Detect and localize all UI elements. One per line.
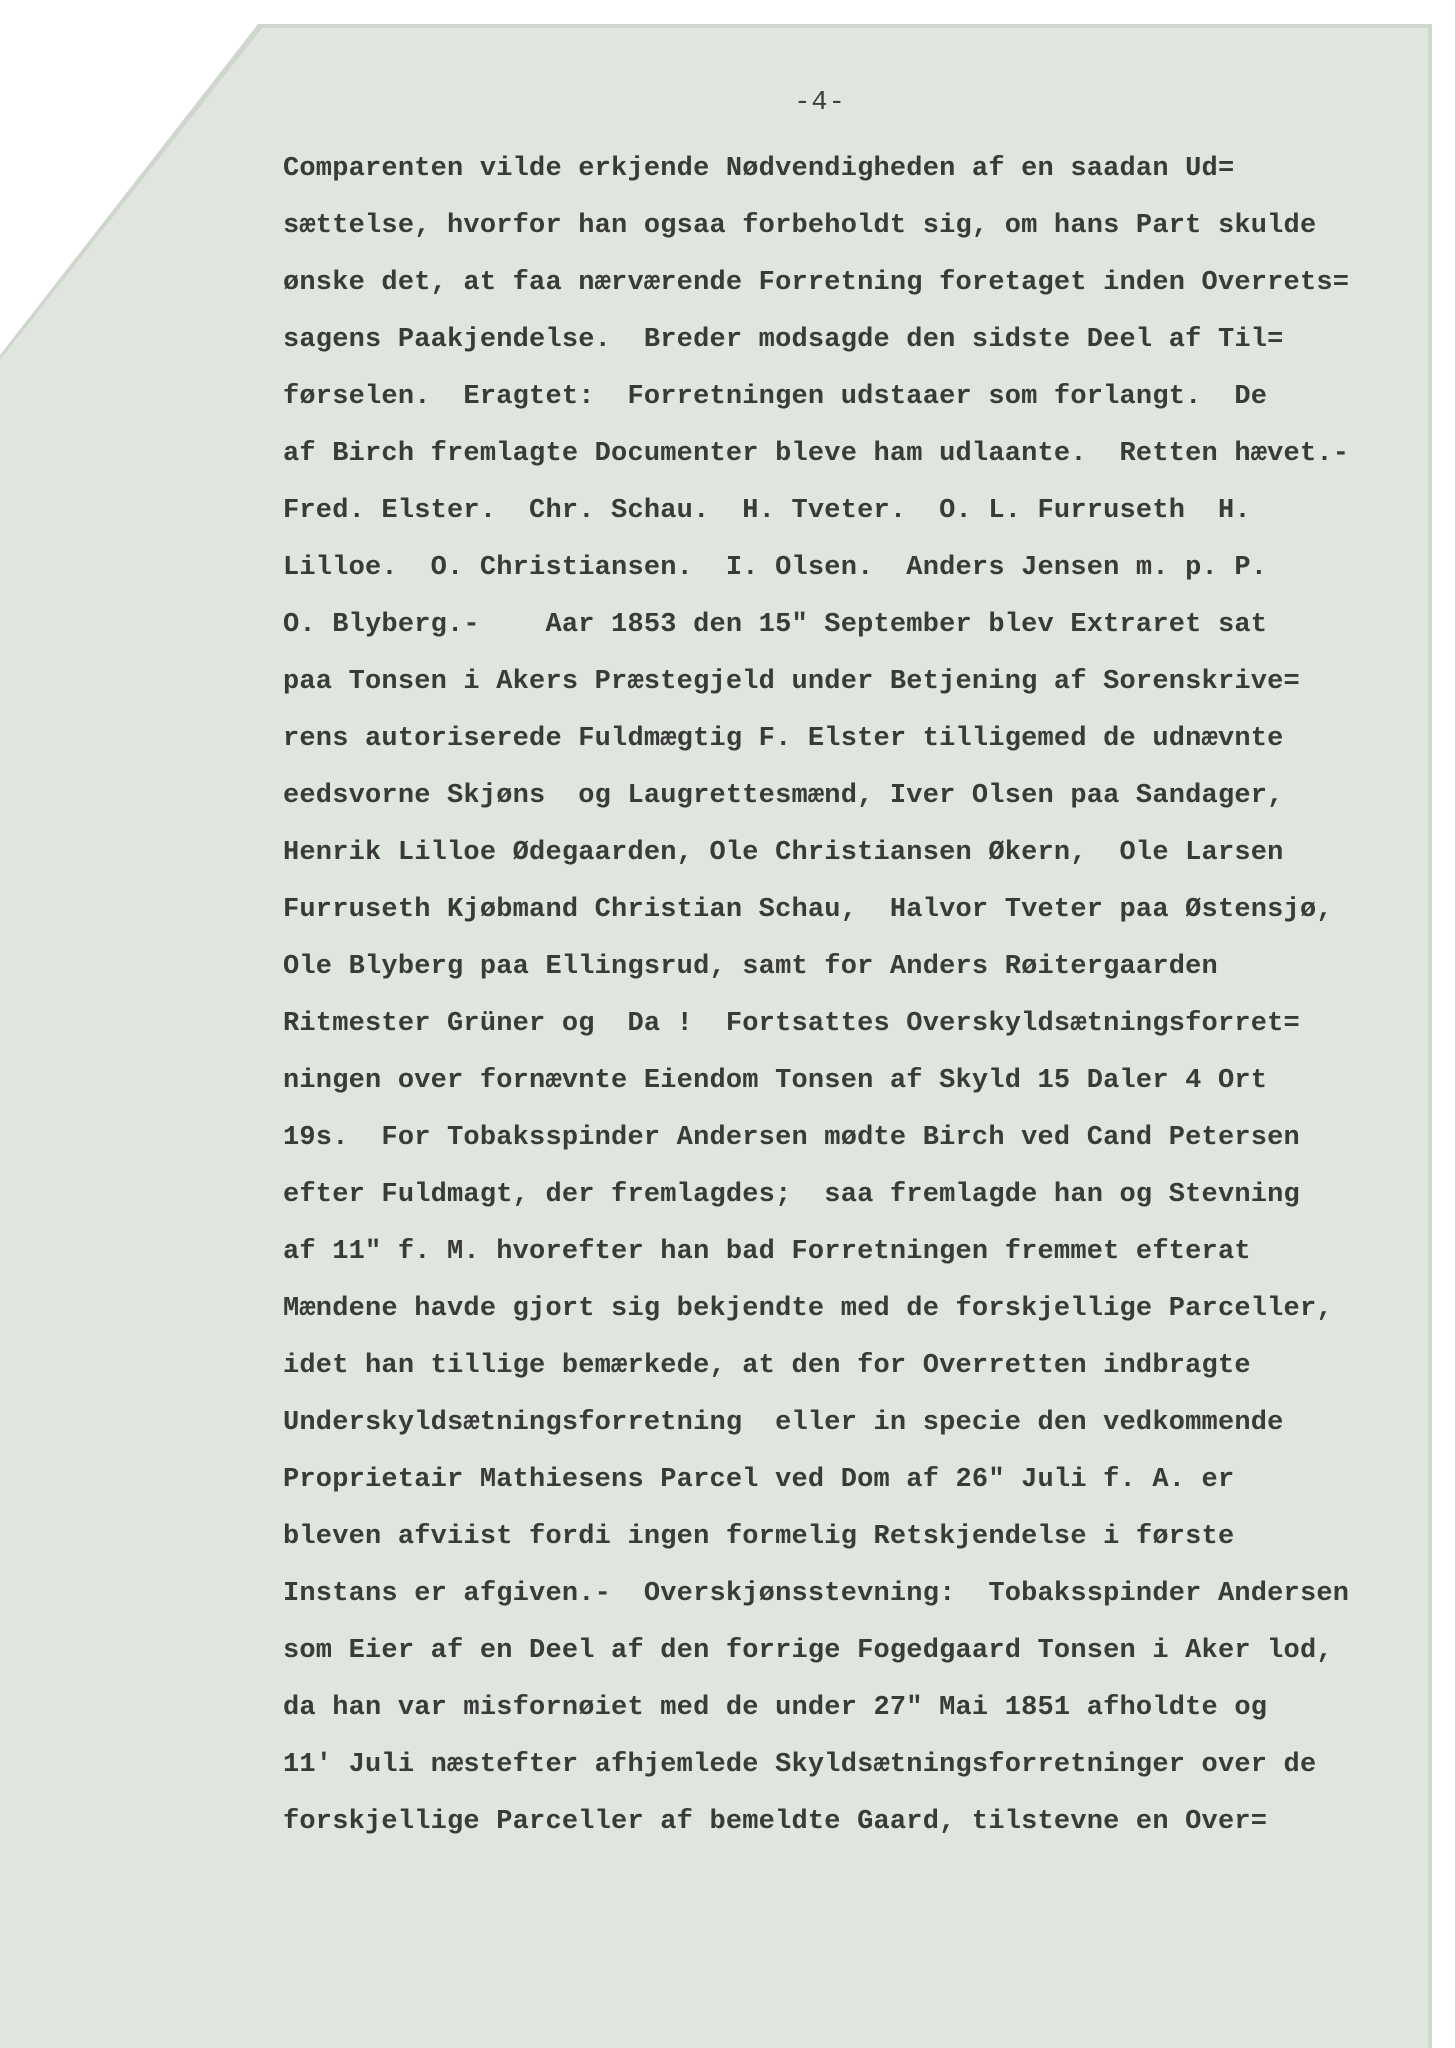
text-line: af Birch fremlagte Documenter bleve ham udlaante. Retten hævet.- (283, 439, 1350, 469)
text-line: sættelse, hvorfor han ogsaa forbeholdt sig, om hans Part skulde (283, 211, 1317, 241)
text-line: ningen over fornævnte Eiendom Tonsen af Skyld 15 Daler 4 Ort (283, 1066, 1268, 1096)
text-line: bleven afviist fordi ingen formelig Retskjendelse i første (283, 1522, 1235, 1552)
text-line: 19s. For Tobaksspinder Andersen mødte Birch ved Cand Petersen (283, 1123, 1300, 1153)
text-line: Ole Blyberg paa Ellingsrud, samt for Anders Røitergaarden (283, 952, 1218, 982)
text-line: Lilloe. O. Christiansen. I. Olsen. Anders Jensen m. p. P. (283, 553, 1268, 583)
text-line: idet han tillige bemærkede, at den for Overretten indbragte (283, 1351, 1251, 1381)
text-line: Instans er afgiven.- Overskjønsstevning: Tobaksspinder Andersen (283, 1579, 1350, 1609)
typed-text-body (283, 150, 1433, 1860)
text-line: paa Tonsen i Akers Præstegjeld under Betjening af Sorenskrive= (283, 667, 1300, 697)
text-line: eedsvorne Skjøns og Laugrettesmænd, Iver Olsen paa Sandager, (283, 781, 1284, 811)
text-line: da han var misfornøiet med de under 27" Mai 1851 afholdte og (283, 1693, 1268, 1723)
text-line: Mændene havde gjort sig bekjendte med de forskjellige Parceller, (283, 1294, 1333, 1324)
text-line: Underskyldsætningsforretning eller in specie den vedkommende (283, 1408, 1284, 1438)
text-line: efter Fuldmagt, der fremlagdes; saa fremlagde han og Stevning (283, 1180, 1300, 1210)
text-line: rens autoriserede Fuldmægtig F. Elster tilligemed de udnævnte (283, 724, 1284, 754)
text-line: Ritmester Grüner og Da ! Fortsattes Overskyldsætningsforret= (283, 1009, 1300, 1039)
text-line: førselen. Eragtet: Forretningen udstaaer som forlangt. De (283, 382, 1268, 412)
text-line: 11' Juli næstefter afhjemlede Skyldsætningsforretninger over de (283, 1750, 1317, 1780)
page-number: -4- (794, 88, 846, 118)
text-line: sagens Paakjendelse. Breder modsagde den sidste Deel af Til= (283, 325, 1284, 355)
text-line: som Eier af en Deel af den forrige Fogedgaard Tonsen i Aker lod, (283, 1636, 1333, 1666)
text-line: Proprietair Mathiesens Parcel ved Dom af 26" Juli f. A. er (283, 1465, 1235, 1495)
text-line: Henrik Lilloe Ødegaarden, Ole Christiansen Økern, Ole Larsen (283, 838, 1284, 868)
text-line: ønske det, at faa nærværende Forretning foretaget inden Overrets= (283, 268, 1350, 298)
text-line: forskjellige Parceller af bemeldte Gaard, tilstevne en Over= (283, 1807, 1268, 1837)
text-line: Furruseth Kjøbmand Christian Schau, Halvor Tveter paa Østensjø, (283, 895, 1333, 925)
text-line: Comparenten vilde erkjende Nødvendigheden af en saadan Ud= (283, 154, 1235, 184)
text-line: af 11" f. M. hvorefter han bad Forretningen fremmet efterat (283, 1237, 1251, 1267)
text-line: Fred. Elster. Chr. Schau. H. Tveter. O. L. Furruseth H. (283, 496, 1251, 526)
text-line: O. Blyberg.- Aar 1853 den 15" September blev Extraret sat (283, 610, 1268, 640)
